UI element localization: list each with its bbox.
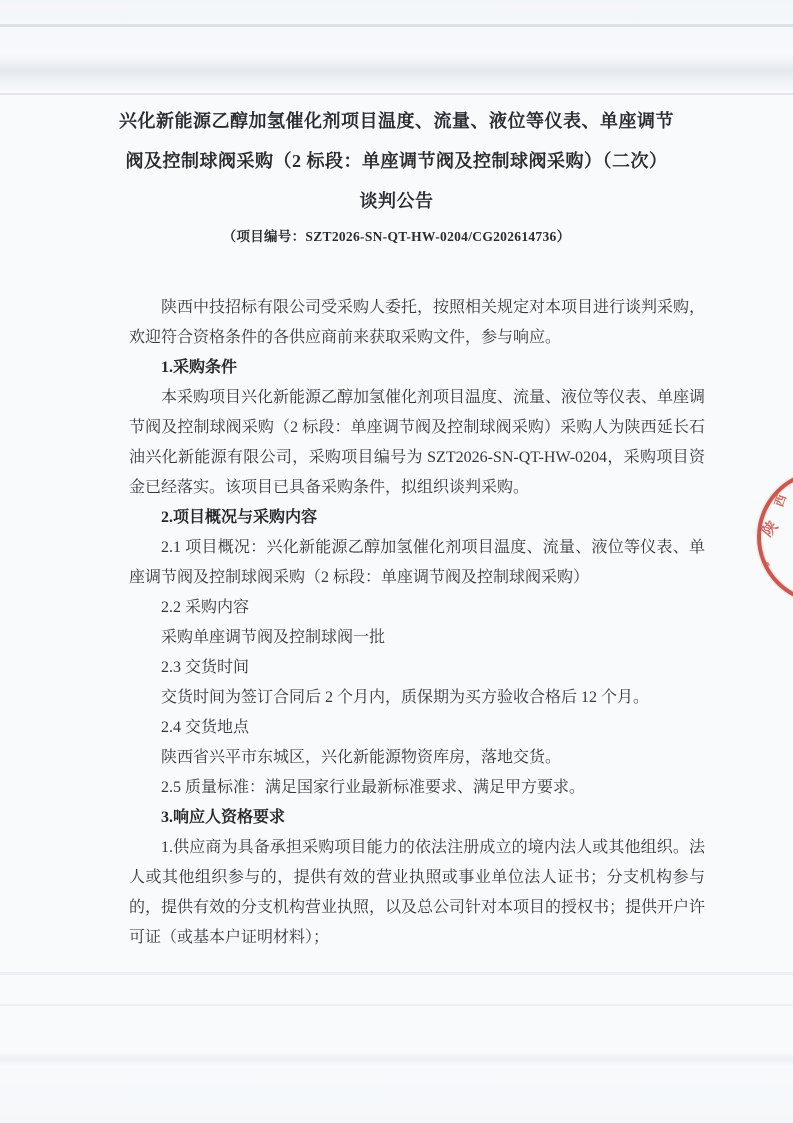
section-1-heading: 1.采购条件 <box>161 359 238 376</box>
scan-artifact-band <box>0 54 793 92</box>
section-2-3-body: 交货时间为签订合同后 2 个月内，质保期为买方验收合格后 12 个月。 <box>161 689 650 706</box>
scan-artifact-band <box>0 93 793 95</box>
section-2-3-label: 2.3 交货时间 <box>161 659 250 676</box>
section-2-2-body: 采购单座调节阀及控制球阀一批 <box>161 629 386 646</box>
document-body <box>129 293 705 953</box>
section-3-body: 1.供应商为具备承担采购项目能力的依法注册成立的境内法人或其他组织。法人或其他组织参与的，提供有效的营业执照或事业单位法人证书；分支机构参与的，提供有效的分支机构营业执照，以及总公司针对本项目的授权书；提供开户许可证（或基本户证明材料）； <box>129 839 706 946</box>
section-2-1-paragraph: 2.1 项目概况：兴化新能源乙醇加氢催化剂项目温度、流量、液位等仪表、单座调节阀及控制球阀采购（2 标段：单座调节阀及控制球阀采购） <box>129 539 705 586</box>
project-number-line: （项目编号：SZT2026-SN-QT-HW-0204/CG202614736） <box>222 229 571 244</box>
title-line-2: 阀及控制球阀采购（2 标段：单座调节阀及控制球阀采购）（二次） <box>125 151 668 171</box>
seal-character: 陕 <box>759 518 782 541</box>
scan-artifact-band <box>0 1052 793 1066</box>
scan-artifact-band <box>0 24 793 27</box>
section-2-2-label: 2.2 采购内容 <box>161 599 250 616</box>
scan-artifact-band <box>0 1004 793 1006</box>
section-2-5-paragraph: 2.5 质量标准：满足国家行业最新标准要求、满足甲方要求。 <box>161 779 586 796</box>
section-2-4-label: 2.4 交货地点 <box>161 719 250 736</box>
section-3-heading: 3.响应人资格要求 <box>161 809 286 826</box>
document-title <box>0 101 793 221</box>
title-line-announcement-type: 谈判公告 <box>359 191 434 211</box>
scan-artifact-band <box>0 972 793 975</box>
intro-paragraph: 陕西中技招标有限公司受采购人委托，按照相关规定对本项目进行谈判采购，欢迎符合资格条件的各供应商前来获取采购文件，参与响应。 <box>129 299 706 346</box>
seal-character: 西 <box>771 492 790 509</box>
section-2-heading: 2.项目概况与采购内容 <box>161 509 318 526</box>
seal-ink-mark <box>763 561 770 568</box>
title-line-1: 兴化新能源乙醇加氢催化剂项目温度、流量、液位等仪表、单座调节 <box>119 111 674 131</box>
section-1-body: 本采购项目兴化新能源乙醇加氢催化剂项目温度、流量、液位等仪表、单座调节阀及控制球阀采购（2 标段：单座调节阀及控制球阀采购）采购人为陕西延长石油兴化新能源有限公司，采购项目编号为 SZT2026-SN-QT-HW-0204，采购项目资金已经落实。该项目已具备采购条件，拟组织谈判采购。 <box>129 389 706 496</box>
section-2-4-body: 陕西省兴平市东城区，兴化新能源物资库房，落地交货。 <box>161 749 562 766</box>
red-seal-stamp <box>757 470 793 604</box>
